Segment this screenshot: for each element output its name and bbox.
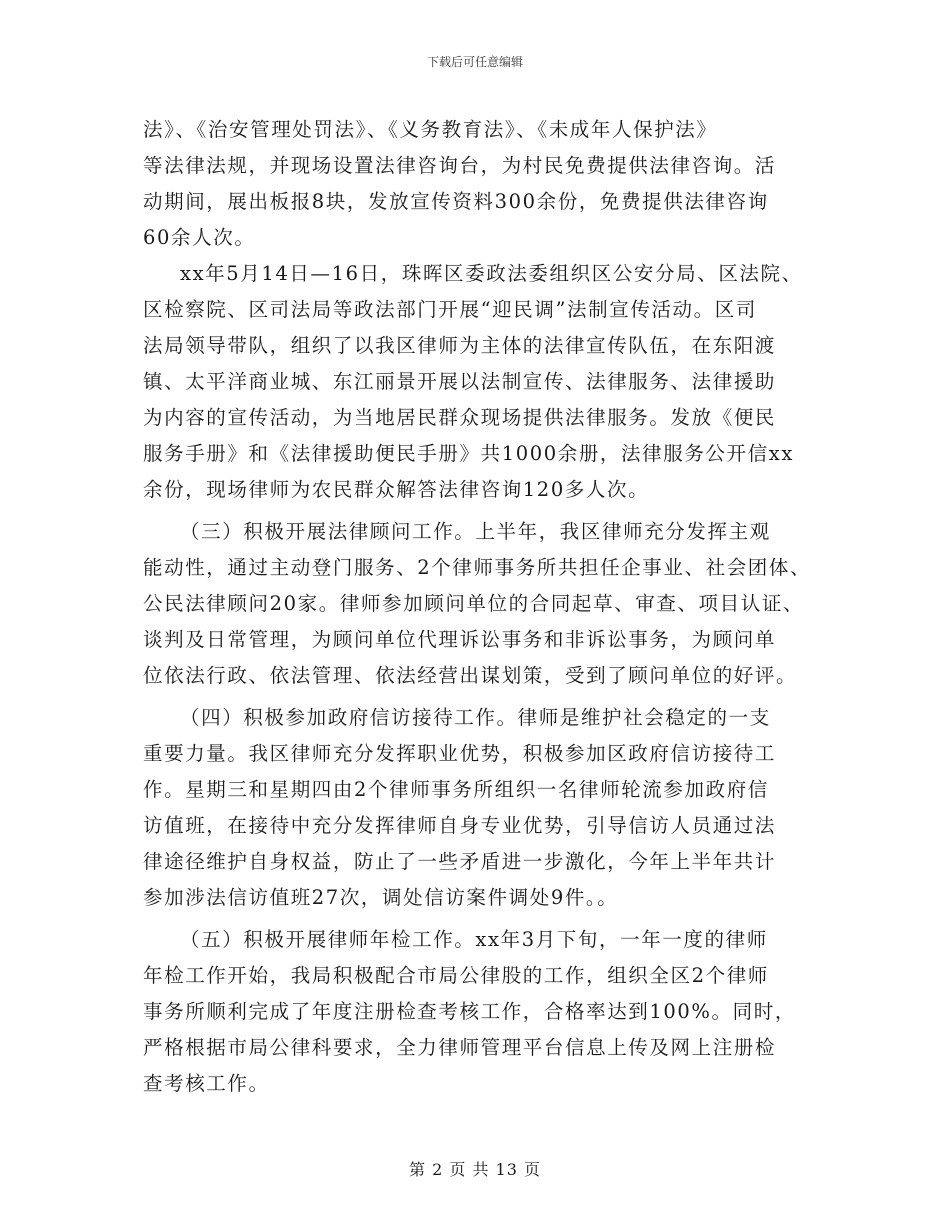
text-line: 律途径维护自身权益，防止了一些矛盾进一步激化，今年上半年共计 — [143, 850, 777, 873]
text-line: （四）积极参加政府信访接待工作。律师是维护社会稳定的一支 — [180, 706, 771, 729]
text-line: 动期间，展出板报8块，发放宣传资料300余份，免费提供法律咨询 — [143, 190, 769, 213]
text-line: 查考核工作。 — [143, 1072, 270, 1095]
text-line: 法》、《治安管理处罚法》、《义务教育法》、《未成年人保护法》 — [143, 118, 718, 141]
text-line: 等法律法规，并现场设置法律咨询台，为村民免费提供法律咨询。活 — [143, 154, 777, 177]
text-line: 为内容的宣传活动，为当地居民群众现场提供法律服务。发放《便民 — [143, 406, 777, 429]
text-line: 服务手册》和《法律援助便民手册》共1000余册，法律服务公开信xx — [143, 442, 794, 465]
text-line: 作。星期三和星期四由2个律师事务所组织一名律师轮流参加政府信 — [143, 778, 769, 801]
text-line: 年检工作开始，我局积极配合市局公律股的工作，组织全区2个律师 — [143, 964, 769, 987]
text-line: 访值班，在接待中充分发挥律师自身专业优势，引导信访人员通过法 — [143, 814, 777, 837]
text-line: 重要力量。我区律师充分发挥职业优势，积极参加区政府信访接待工 — [143, 742, 777, 765]
text-line: （五）积极开展律师年检工作。xx年3月下旬，一年一度的律师 — [180, 928, 768, 951]
text-line: 参加涉法信访值班27次，调处信访案件调处9件。。 — [143, 886, 619, 909]
text-line: 位依法行政、依法管理、依法经营出谋划策，受到了顾问单位的好评。 — [143, 664, 798, 687]
text-line: 谈判及日常管理，为顾问单位代理诉讼事务和非诉讼事务，为顾问单 — [143, 628, 777, 651]
text-line: 事务所顺利完成了年度注册检查考核工作，合格率达到100%。同时， — [143, 1000, 796, 1023]
text-line: xx年5月14日—16日，珠晖区委政法委组织区公安分局、区法院、 — [180, 262, 803, 285]
text-line: （三）积极开展法律顾问工作。上半年，我区律师充分发挥主观 — [180, 520, 771, 543]
text-line: 法局领导带队，组织了以我区律师为主体的法律宣传队伍，在东阳渡 — [143, 334, 777, 357]
text-line: 区检察院、区司法局等政法部门开展“迎民调”法制宣传活动。区司 — [143, 298, 757, 321]
text-line: 能动性，通过主动登门服务、2个律师事务所共担任企事业、社会团体、 — [143, 556, 812, 579]
page-footer: 第 2 页 共 13 页 — [409, 1160, 541, 1179]
page-header: 下载后可任意编辑 — [426, 55, 523, 69]
text-line: 严格根据市局公律科要求，全力律师管理平台信息上传及网上注册检 — [143, 1036, 777, 1059]
text-line: 余份，现场律师为农民群众解答法律咨询120多人次。 — [143, 478, 650, 501]
text-line: 镇、太平洋商业城、东江丽景开展以法制宣传、法律服务、法律援助 — [143, 370, 777, 393]
text-line: 公民法律顾问20家。律师参加顾问单位的合同起草、审查、项目认证、 — [143, 592, 805, 615]
text-line: 60余人次。 — [143, 226, 256, 249]
